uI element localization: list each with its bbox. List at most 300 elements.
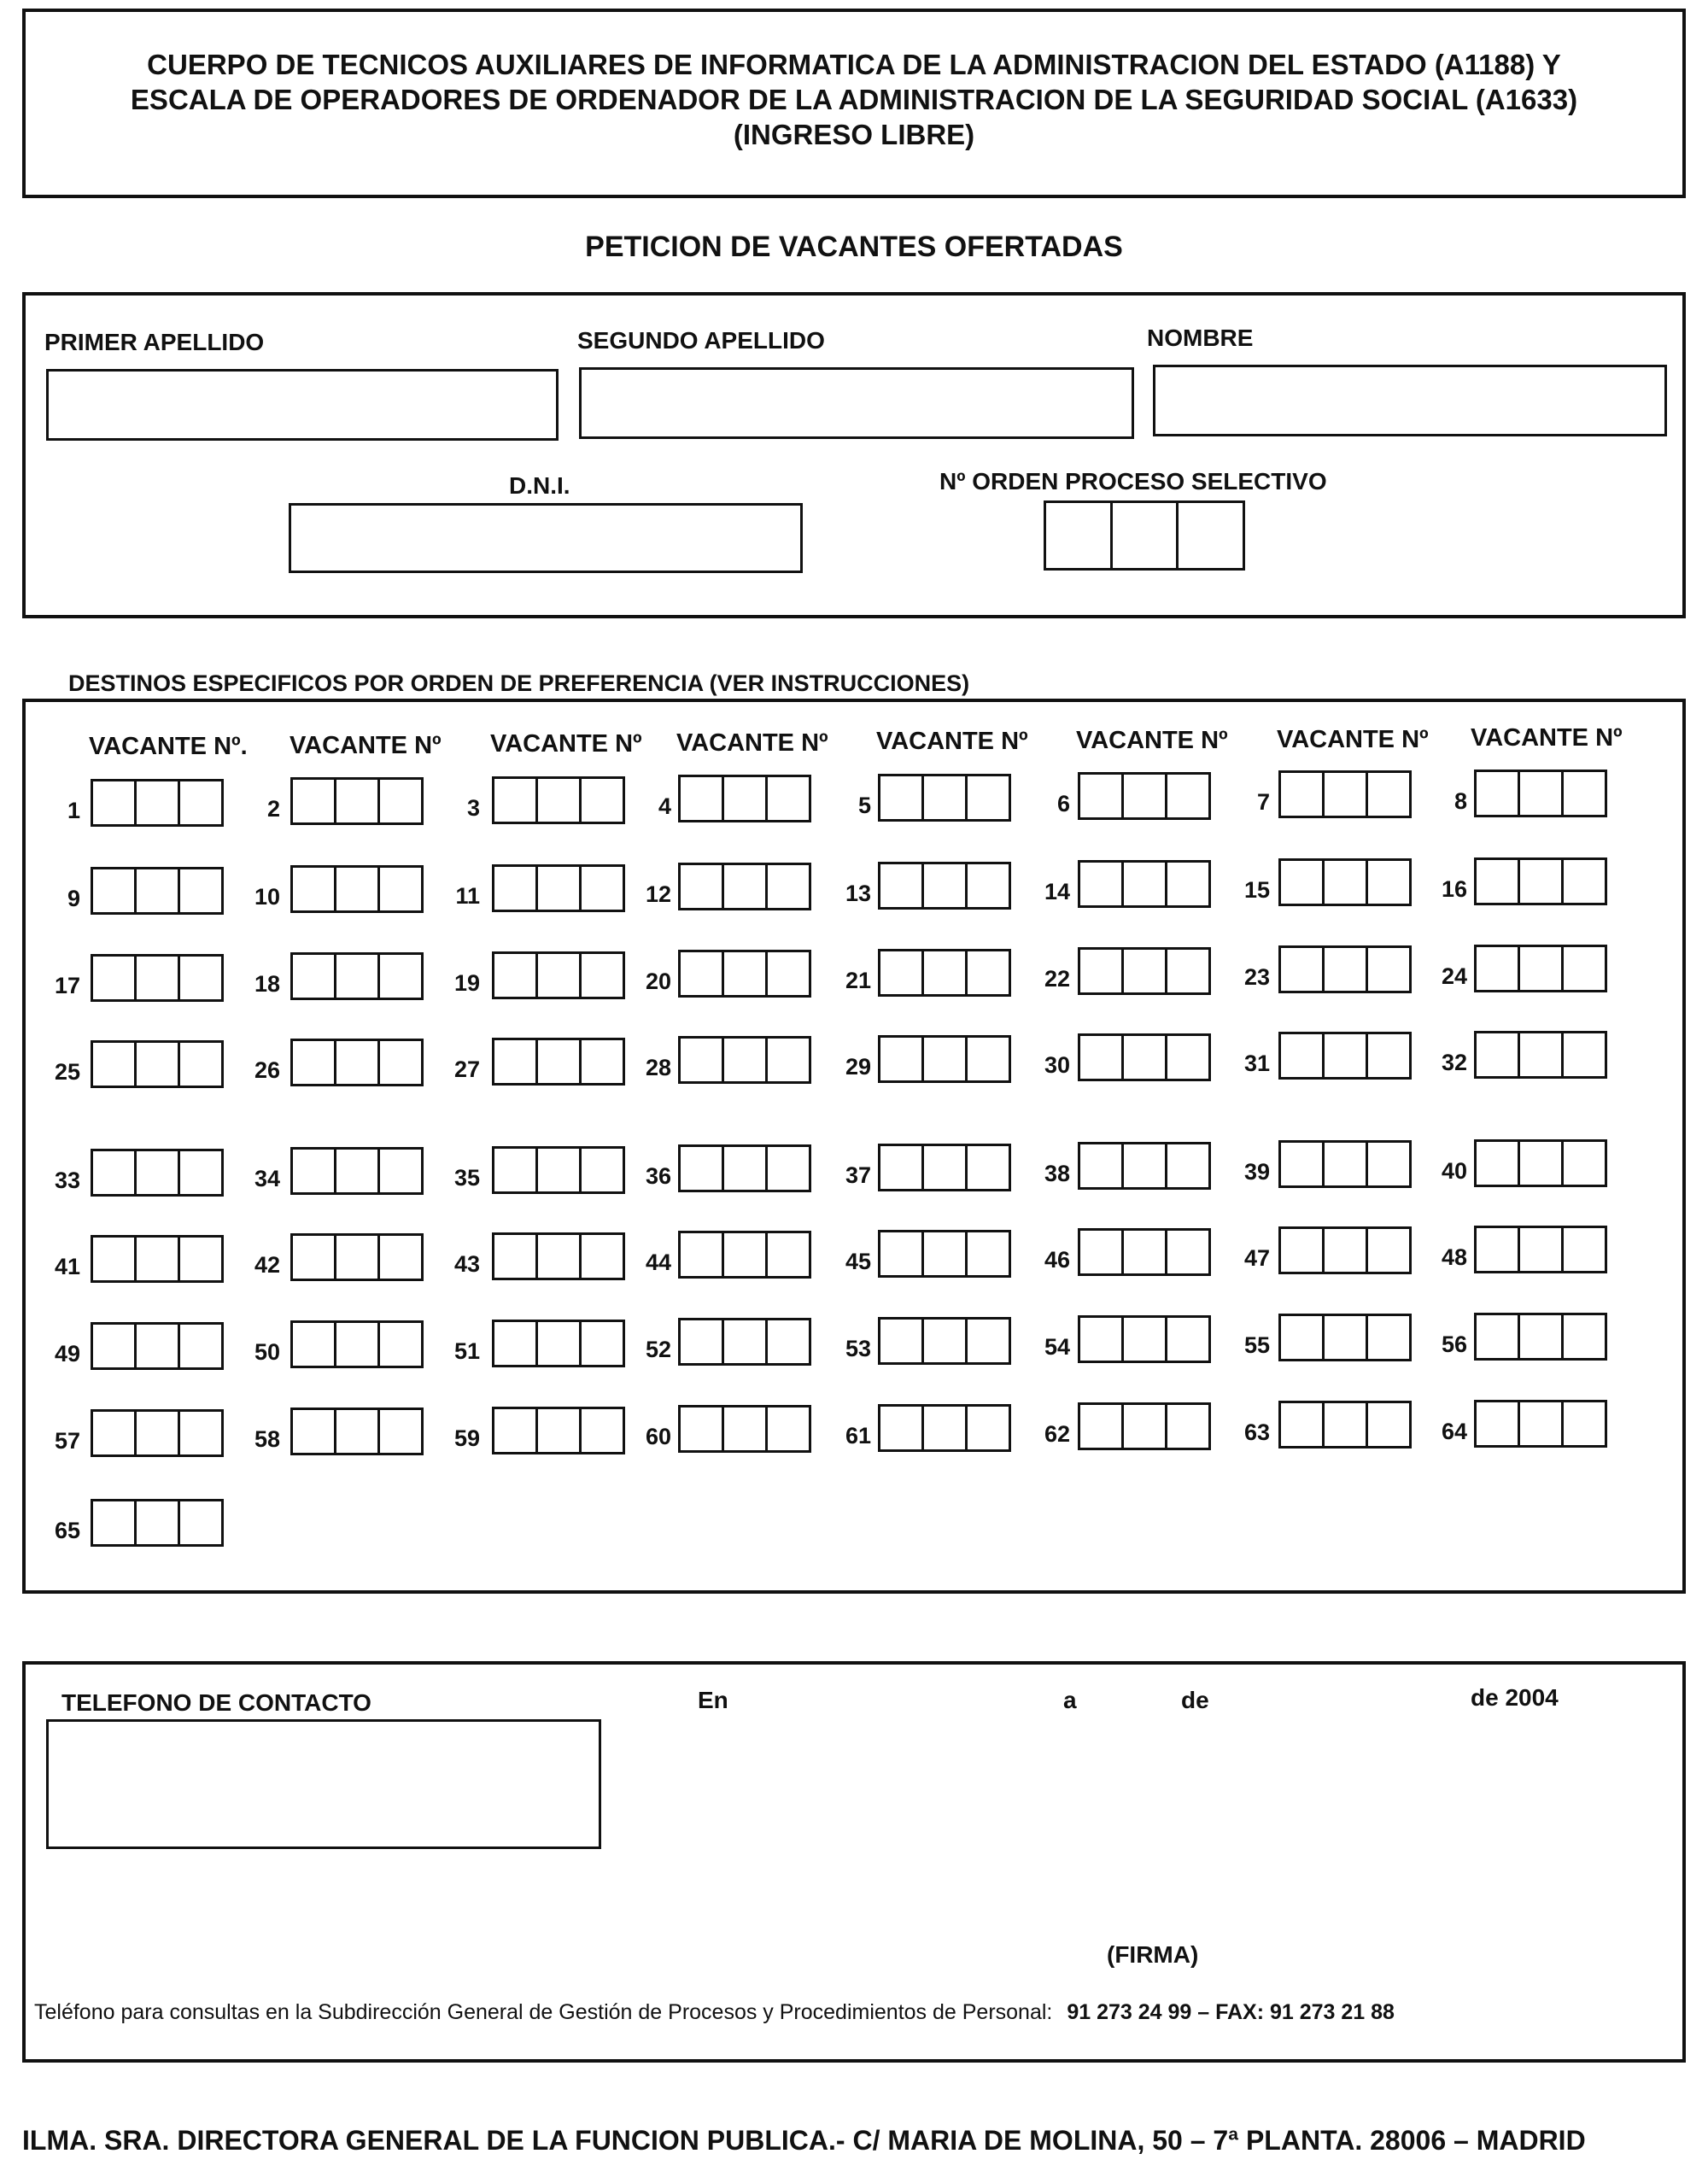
vacante-digit-cell[interactable] (1518, 772, 1561, 815)
vacante-digit-cell[interactable] (293, 780, 334, 822)
vacante-digit-cell[interactable] (965, 864, 1009, 907)
vacante-input[interactable] (1078, 1315, 1211, 1363)
header-title (22, 47, 1686, 152)
vacante-input[interactable] (1278, 1032, 1412, 1080)
vacante-digit-cell[interactable] (1561, 1142, 1605, 1185)
vacante-digit-cell[interactable] (1561, 860, 1605, 903)
vacante-digit-cell[interactable] (1080, 863, 1121, 905)
vacante-digit-cell[interactable] (293, 1323, 334, 1366)
vacante-digit-cell[interactable] (1281, 1316, 1322, 1359)
vacante-digit-cell[interactable] (681, 1039, 722, 1081)
vacante-digit-cell[interactable] (93, 1151, 134, 1194)
vacante-input[interactable] (290, 1039, 424, 1086)
vacante-digit-cell[interactable] (535, 1149, 579, 1191)
vacante-input[interactable] (1078, 1228, 1211, 1276)
vacante-digit-cell[interactable] (1165, 1405, 1208, 1448)
nombre-field[interactable] (1153, 365, 1667, 436)
vacante-input[interactable] (1474, 770, 1607, 817)
vacante-digit-cell[interactable] (1281, 948, 1322, 991)
telefono-contacto-field[interactable] (46, 1719, 601, 1849)
vacante-number: 26 (254, 1057, 280, 1084)
vacante-digit-cell[interactable] (1121, 1318, 1165, 1361)
vacante-digit-cell[interactable] (1518, 1315, 1561, 1358)
vacante-digit-cell[interactable] (93, 1501, 134, 1544)
vacante-digit-cell[interactable] (1165, 1231, 1208, 1273)
vacante-input[interactable] (878, 862, 1011, 910)
vacante-digit-cell[interactable] (722, 1147, 765, 1190)
vacante-digit-cell[interactable] (921, 864, 965, 907)
vacante-digit-cell[interactable] (765, 1408, 809, 1450)
vacante-input[interactable] (290, 1408, 424, 1455)
vacante-digit-cell[interactable] (1121, 775, 1165, 817)
vacante-digit-cell[interactable] (1121, 950, 1165, 992)
vacante-digit-cell[interactable] (1281, 1403, 1322, 1446)
vacante-digit-cell[interactable] (377, 1236, 421, 1279)
vacante-digit-cell[interactable] (93, 1238, 134, 1280)
vacante-input[interactable] (1474, 1031, 1607, 1079)
vacante-digit-cell[interactable] (377, 868, 421, 910)
vacante-number: 57 (54, 1428, 80, 1454)
vacante-input[interactable] (1474, 1139, 1607, 1187)
vacante-digit-cell[interactable] (334, 1410, 377, 1453)
vacante-digit-cell[interactable] (1322, 1034, 1366, 1077)
vacante-digit-cell[interactable] (579, 867, 623, 910)
vacante-input[interactable] (1474, 857, 1607, 905)
vacante-digit-cell[interactable] (377, 1041, 421, 1084)
vacante-digit-cell[interactable] (334, 1150, 377, 1192)
vacante-input[interactable] (1078, 1033, 1211, 1081)
vacante-digit-cell[interactable] (134, 957, 178, 999)
vacante-digit-cell[interactable] (1080, 1231, 1121, 1273)
vacante-digit-cell[interactable] (494, 1235, 535, 1278)
vacante-number: 41 (54, 1254, 80, 1279)
vacante-input[interactable] (1278, 858, 1412, 906)
vacante-digit-cell[interactable] (1322, 1403, 1366, 1446)
vacante-digit-cell[interactable] (1561, 1402, 1605, 1445)
vacante-digit-cell[interactable] (178, 781, 221, 824)
vacante-number: 51 (453, 1337, 480, 1364)
vacante-digit-cell[interactable] (1561, 1315, 1605, 1358)
vacante-digit-cell[interactable] (178, 1043, 221, 1086)
vacante-digit-cell[interactable] (921, 1407, 965, 1449)
vacante-input[interactable] (678, 1405, 811, 1453)
vacante-digit-cell[interactable] (1561, 947, 1605, 990)
vacante-digit-cell[interactable] (1281, 1143, 1322, 1185)
vacante-digit-cell[interactable] (1121, 1405, 1165, 1448)
vacante-digit-cell[interactable] (1477, 1315, 1518, 1358)
vacante-digit-cell[interactable] (293, 1150, 334, 1192)
vacante-number: 63 (1243, 1419, 1270, 1446)
vacante-input[interactable] (91, 1235, 224, 1283)
vacante-number: 19 (453, 969, 480, 996)
vacante-number: 52 (645, 1337, 671, 1363)
vacante-digit-cell[interactable] (880, 951, 921, 994)
vacante-digit-cell[interactable] (494, 1322, 535, 1365)
vacante-input[interactable] (1078, 1402, 1211, 1450)
vacante-digit-cell[interactable] (1322, 1143, 1366, 1185)
vacante-digit-cell[interactable] (535, 954, 579, 997)
vacante-digit-cell[interactable] (1165, 775, 1208, 817)
vacante-input[interactable] (1474, 945, 1607, 992)
vacante-input[interactable] (91, 1499, 224, 1547)
vacante-digit-cell[interactable] (1121, 863, 1165, 905)
vacante-digit-cell[interactable] (1477, 1033, 1518, 1076)
vacante-digit-cell[interactable] (1281, 1229, 1322, 1272)
vacante-digit-cell[interactable] (134, 1043, 178, 1086)
vacante-input[interactable] (290, 952, 424, 1000)
vacante-digit-cell[interactable] (880, 864, 921, 907)
vacante-input[interactable] (1078, 947, 1211, 995)
vacante-number: 47 (1243, 1245, 1270, 1272)
vacante-number: 36 (645, 1163, 671, 1190)
vacante-input[interactable] (1278, 770, 1412, 818)
vacante-digit-cell[interactable] (921, 1038, 965, 1080)
vacante-digit-cell[interactable] (178, 1151, 221, 1194)
vacante-digit-cell[interactable] (377, 1150, 421, 1192)
vacante-digit-cell[interactable] (880, 776, 921, 819)
vacante-digit-cell[interactable] (1281, 1034, 1322, 1077)
vacante-digit-cell[interactable] (765, 865, 809, 908)
vacante-digit-cell[interactable] (1080, 1036, 1121, 1079)
primer-apellido-field[interactable] (46, 369, 559, 441)
vacante-digit-cell[interactable] (1518, 1402, 1561, 1445)
vacante-digit-cell[interactable] (178, 869, 221, 912)
vacante-input[interactable] (678, 950, 811, 998)
vacante-digit-cell[interactable] (334, 1041, 377, 1084)
vacante-digit-cell[interactable] (494, 1149, 535, 1191)
vacante-digit-cell[interactable] (1477, 860, 1518, 903)
vacante-input[interactable] (91, 1409, 224, 1457)
vacante-digit-cell[interactable] (681, 1320, 722, 1363)
dni-field[interactable] (289, 503, 803, 573)
vacante-digit-cell[interactable] (1366, 1034, 1409, 1077)
vacante-digit-cell[interactable] (765, 1320, 809, 1363)
vacante-digit-cell[interactable] (880, 1146, 921, 1189)
vacante-digit-cell[interactable] (1165, 1144, 1208, 1187)
vacante-digit-cell[interactable] (93, 869, 134, 912)
vacante-digit-cell[interactable] (681, 1147, 722, 1190)
vacante-digit-cell[interactable] (494, 1040, 535, 1083)
vacante-input[interactable] (492, 1320, 625, 1367)
vacante-digit-cell[interactable] (722, 1408, 765, 1450)
vacante-digit-cell[interactable] (334, 780, 377, 822)
vacante-column-header: VACANTE Nº (1277, 725, 1429, 753)
vacante-digit-cell[interactable] (1477, 1142, 1518, 1185)
telefono-contacto-label: TELEFONO DE CONTACTO (61, 1689, 371, 1716)
vacante-number: 18 (254, 971, 280, 998)
vacante-digit-cell[interactable] (765, 1147, 809, 1190)
vacante-digit-cell[interactable] (1366, 773, 1409, 816)
header-line-1: CUERPO DE TECNICOS AUXILIARES DE INFORMATICA DE LA ADMINISTRACION DEL ESTADO (A1188) Y (147, 49, 1561, 80)
vacante-digit-cell[interactable] (134, 1325, 178, 1367)
vacante-number: 9 (67, 886, 80, 911)
vacante-digit-cell[interactable] (1518, 947, 1561, 990)
vacante-input[interactable] (878, 1317, 1011, 1365)
vacante-digit-cell[interactable] (1165, 1318, 1208, 1361)
vacante-column-header: VACANTE Nº. (89, 733, 248, 760)
vacante-digit-cell[interactable] (579, 1235, 623, 1278)
vacante-digit-cell[interactable] (1080, 950, 1121, 992)
vacante-digit-cell[interactable] (494, 867, 535, 910)
vacante-digit-cell[interactable] (965, 1407, 1009, 1449)
vacante-number: 34 (254, 1166, 280, 1192)
vacante-digit-cell[interactable] (965, 1320, 1009, 1362)
vacante-digit-cell[interactable] (1322, 773, 1366, 816)
vacante-digit-cell[interactable] (93, 957, 134, 999)
vacante-input[interactable] (91, 1149, 224, 1197)
vacante-digit-cell[interactable] (334, 955, 377, 998)
vacante-digit-cell[interactable] (178, 957, 221, 999)
vacante-digit-cell[interactable] (579, 954, 623, 997)
orden-proceso-field[interactable] (1044, 500, 1245, 571)
vacante-digit-cell[interactable] (765, 1233, 809, 1276)
vacante-number: 5 (857, 792, 871, 818)
vacante-number: 21 (845, 967, 871, 993)
vacante-input[interactable] (878, 1035, 1011, 1083)
vacante-number: 37 (845, 1162, 871, 1188)
vacante-digit-cell[interactable] (921, 1232, 965, 1275)
vacante-digit-cell[interactable] (965, 1038, 1009, 1080)
consultas-phone: 91 273 24 99 – FAX: 91 273 21 88 (1067, 2000, 1395, 2024)
vacante-digit-cell[interactable] (1561, 1033, 1605, 1076)
vacante-digit-cell[interactable] (880, 1038, 921, 1080)
vacante-input[interactable] (1278, 1401, 1412, 1449)
vacante-digit-cell[interactable] (722, 865, 765, 908)
vacante-input[interactable] (878, 1404, 1011, 1452)
vacante-digit-cell[interactable] (1366, 1316, 1409, 1359)
vacante-digit-cell[interactable] (1281, 861, 1322, 904)
vacante-digit-cell[interactable] (1477, 1228, 1518, 1271)
vacante-input[interactable] (678, 1144, 811, 1192)
orden-proceso-label: Nº ORDEN PROCESO SELECTIVO (939, 468, 1327, 495)
vacante-digit-cell[interactable] (178, 1325, 221, 1367)
vacante-digit-cell[interactable] (93, 1325, 134, 1367)
vacante-digit-cell[interactable] (377, 1323, 421, 1366)
vacante-digit-cell[interactable] (880, 1320, 921, 1362)
vacante-input[interactable] (1278, 945, 1412, 993)
vacante-digit-cell[interactable] (1080, 775, 1121, 817)
destinos-box (22, 699, 1686, 1594)
vacante-digit-cell[interactable] (681, 952, 722, 995)
vacante-input[interactable] (290, 1320, 424, 1368)
vacante-digit-cell[interactable] (494, 1409, 535, 1452)
vacante-digit-cell[interactable] (1121, 1231, 1165, 1273)
vacante-digit-cell[interactable] (93, 1412, 134, 1454)
vacante-digit-cell[interactable] (1121, 1144, 1165, 1187)
vacante-number: 43 (453, 1250, 480, 1277)
vacante-digit-cell[interactable] (722, 1039, 765, 1081)
vacante-digit-cell[interactable] (579, 1040, 623, 1083)
vacante-input[interactable] (678, 775, 811, 822)
vacante-digit-cell[interactable] (1121, 1036, 1165, 1079)
vacante-digit-cell[interactable] (921, 1320, 965, 1362)
form-title: PETICION DE VACANTES OFERTADAS (585, 231, 1123, 263)
vacante-digit-cell[interactable] (93, 781, 134, 824)
vacante-input[interactable] (1474, 1313, 1607, 1361)
vacante-digit-cell[interactable] (1518, 1142, 1561, 1185)
vacante-digit-cell[interactable] (494, 779, 535, 822)
vacante-digit-cell[interactable] (880, 1407, 921, 1449)
vacante-digit-cell[interactable] (178, 1238, 221, 1280)
vacante-number: 64 (1441, 1418, 1467, 1444)
vacante-digit-cell[interactable] (1366, 1143, 1409, 1185)
vacante-digit-cell[interactable] (1477, 1402, 1518, 1445)
vacante-digit-cell[interactable] (293, 1041, 334, 1084)
vacante-digit-cell[interactable] (535, 867, 579, 910)
vacante-input[interactable] (91, 954, 224, 1002)
vacante-digit-cell[interactable] (134, 1501, 178, 1544)
vacante-number: 65 (54, 1518, 80, 1543)
vacante-digit-cell[interactable] (1281, 773, 1322, 816)
vacante-digit-cell[interactable] (535, 1409, 579, 1452)
vacante-digit-cell[interactable] (1165, 863, 1208, 905)
vacante-digit-cell[interactable] (93, 1043, 134, 1086)
vacante-digit-cell[interactable] (134, 781, 178, 824)
vacante-number: 6 (1056, 791, 1070, 816)
vacante-digit-cell[interactable] (681, 865, 722, 908)
header-line-3: (INGRESO LIBRE) (733, 119, 975, 150)
vacante-digit-cell[interactable] (1080, 1405, 1121, 1448)
firma-label: (FIRMA) (1107, 1941, 1199, 1968)
segundo-apellido-field[interactable] (579, 367, 1134, 439)
vacante-number: 1 (67, 798, 80, 823)
vacante-digit-cell[interactable] (722, 777, 765, 820)
vacante-input[interactable] (678, 1231, 811, 1279)
vacante-digit-cell[interactable] (334, 868, 377, 910)
vacante-digit-cell[interactable] (1080, 1144, 1121, 1187)
vacante-digit-cell[interactable] (1366, 861, 1409, 904)
vacante-input[interactable] (492, 1038, 625, 1086)
vacante-digit-cell[interactable] (1518, 860, 1561, 903)
vacante-digit-cell[interactable] (579, 1149, 623, 1191)
vacante-input[interactable] (91, 779, 224, 827)
vacante-digit-cell[interactable] (1366, 1403, 1409, 1446)
vacante-digit-cell[interactable] (1322, 948, 1366, 991)
vacante-digit-cell[interactable] (377, 955, 421, 998)
vacante-digit-cell[interactable] (921, 1146, 965, 1189)
vacante-input[interactable] (91, 1322, 224, 1370)
vacante-digit-cell[interactable] (1165, 950, 1208, 992)
vacante-input[interactable] (492, 864, 625, 912)
vacante-digit-cell[interactable] (579, 1409, 623, 1452)
vacante-digit-cell[interactable] (965, 1232, 1009, 1275)
vacante-input[interactable] (878, 1144, 1011, 1191)
vacante-digit-cell[interactable] (334, 1323, 377, 1366)
vacante-input[interactable] (678, 863, 811, 910)
vacante-digit-cell[interactable] (293, 1410, 334, 1453)
vacante-digit-cell[interactable] (1322, 1316, 1366, 1359)
vacante-input[interactable] (678, 1318, 811, 1366)
vacante-digit-cell[interactable] (1080, 1318, 1121, 1361)
vacante-digit-cell[interactable] (1477, 772, 1518, 815)
vacante-digit-cell[interactable] (681, 1233, 722, 1276)
vacante-digit-cell[interactable] (1518, 1228, 1561, 1271)
vacante-digit-cell[interactable] (1518, 1033, 1561, 1076)
vacante-input[interactable] (1278, 1226, 1412, 1274)
vacante-digit-cell[interactable] (535, 1040, 579, 1083)
vacante-digit-cell[interactable] (293, 868, 334, 910)
vacante-digit-cell[interactable] (965, 776, 1009, 819)
vacante-digit-cell[interactable] (579, 1322, 623, 1365)
vacante-input[interactable] (91, 1040, 224, 1088)
vacante-digit-cell[interactable] (134, 869, 178, 912)
vacante-input[interactable] (1474, 1400, 1607, 1448)
vacante-input[interactable] (1278, 1314, 1412, 1361)
vacante-digit-cell[interactable] (334, 1236, 377, 1279)
vacante-digit-cell[interactable] (880, 1232, 921, 1275)
vacante-digit-cell[interactable] (178, 1501, 221, 1544)
vacante-input[interactable] (878, 949, 1011, 997)
vacante-digit-cell[interactable] (1477, 947, 1518, 990)
vacante-digit-cell[interactable] (377, 780, 421, 822)
vacante-digit-cell[interactable] (681, 1408, 722, 1450)
vacante-digit-cell[interactable] (765, 1039, 809, 1081)
vacante-digit-cell[interactable] (293, 1236, 334, 1279)
vacante-digit-cell[interactable] (965, 1146, 1009, 1189)
vacante-input[interactable] (1078, 860, 1211, 908)
vacante-number: 16 (1441, 875, 1467, 902)
vacante-input[interactable] (290, 777, 424, 825)
vacante-input[interactable] (290, 1233, 424, 1281)
vacante-input[interactable] (1078, 772, 1211, 820)
vacante-input[interactable] (1278, 1140, 1412, 1188)
vacante-digit-cell[interactable] (535, 1322, 579, 1365)
vacante-digit-cell[interactable] (1322, 1229, 1366, 1272)
vacante-input[interactable] (91, 867, 224, 915)
vacante-digit-cell[interactable] (494, 954, 535, 997)
vacante-digit-cell[interactable] (1322, 861, 1366, 904)
vacante-digit-cell[interactable] (377, 1410, 421, 1453)
vacante-digit-cell[interactable] (178, 1412, 221, 1454)
vacante-digit-cell[interactable] (1561, 1228, 1605, 1271)
vacante-digit-cell[interactable] (1165, 1036, 1208, 1079)
vacante-input[interactable] (492, 951, 625, 999)
vacante-input[interactable] (290, 865, 424, 913)
vacante-input[interactable] (1078, 1142, 1211, 1190)
vacante-digit-cell[interactable] (535, 779, 579, 822)
vacante-digit-cell[interactable] (1366, 1229, 1409, 1272)
vacante-input[interactable] (492, 1232, 625, 1280)
vacante-digit-cell[interactable] (722, 952, 765, 995)
vacante-input[interactable] (878, 774, 1011, 822)
vacante-digit-cell[interactable] (722, 1320, 765, 1363)
vacante-digit-cell[interactable] (134, 1151, 178, 1194)
vacante-digit-cell[interactable] (1366, 948, 1409, 991)
vacante-digit-cell[interactable] (965, 951, 1009, 994)
vacante-digit-cell[interactable] (921, 776, 965, 819)
vacante-input[interactable] (678, 1036, 811, 1084)
vacante-digit-cell[interactable] (722, 1233, 765, 1276)
vacante-number: 24 (1441, 963, 1467, 989)
vacante-input[interactable] (290, 1147, 424, 1195)
vacante-input[interactable] (878, 1230, 1011, 1278)
vacante-input[interactable] (492, 1146, 625, 1194)
vacante-input[interactable] (1474, 1226, 1607, 1273)
vacante-digit-cell[interactable] (134, 1412, 178, 1454)
vacante-digit-cell[interactable] (535, 1235, 579, 1278)
vacante-digit-cell[interactable] (579, 779, 623, 822)
vacante-digit-cell[interactable] (134, 1238, 178, 1280)
vacante-input[interactable] (492, 1407, 625, 1454)
vacante-input[interactable] (492, 776, 625, 824)
vacante-digit-cell[interactable] (1561, 772, 1605, 815)
vacante-digit-cell[interactable] (293, 955, 334, 998)
vacante-digit-cell[interactable] (765, 952, 809, 995)
vacante-digit-cell[interactable] (921, 951, 965, 994)
vacante-number: 20 (645, 969, 671, 995)
vacante-digit-cell[interactable] (765, 777, 809, 820)
vacante-digit-cell[interactable] (681, 777, 722, 820)
